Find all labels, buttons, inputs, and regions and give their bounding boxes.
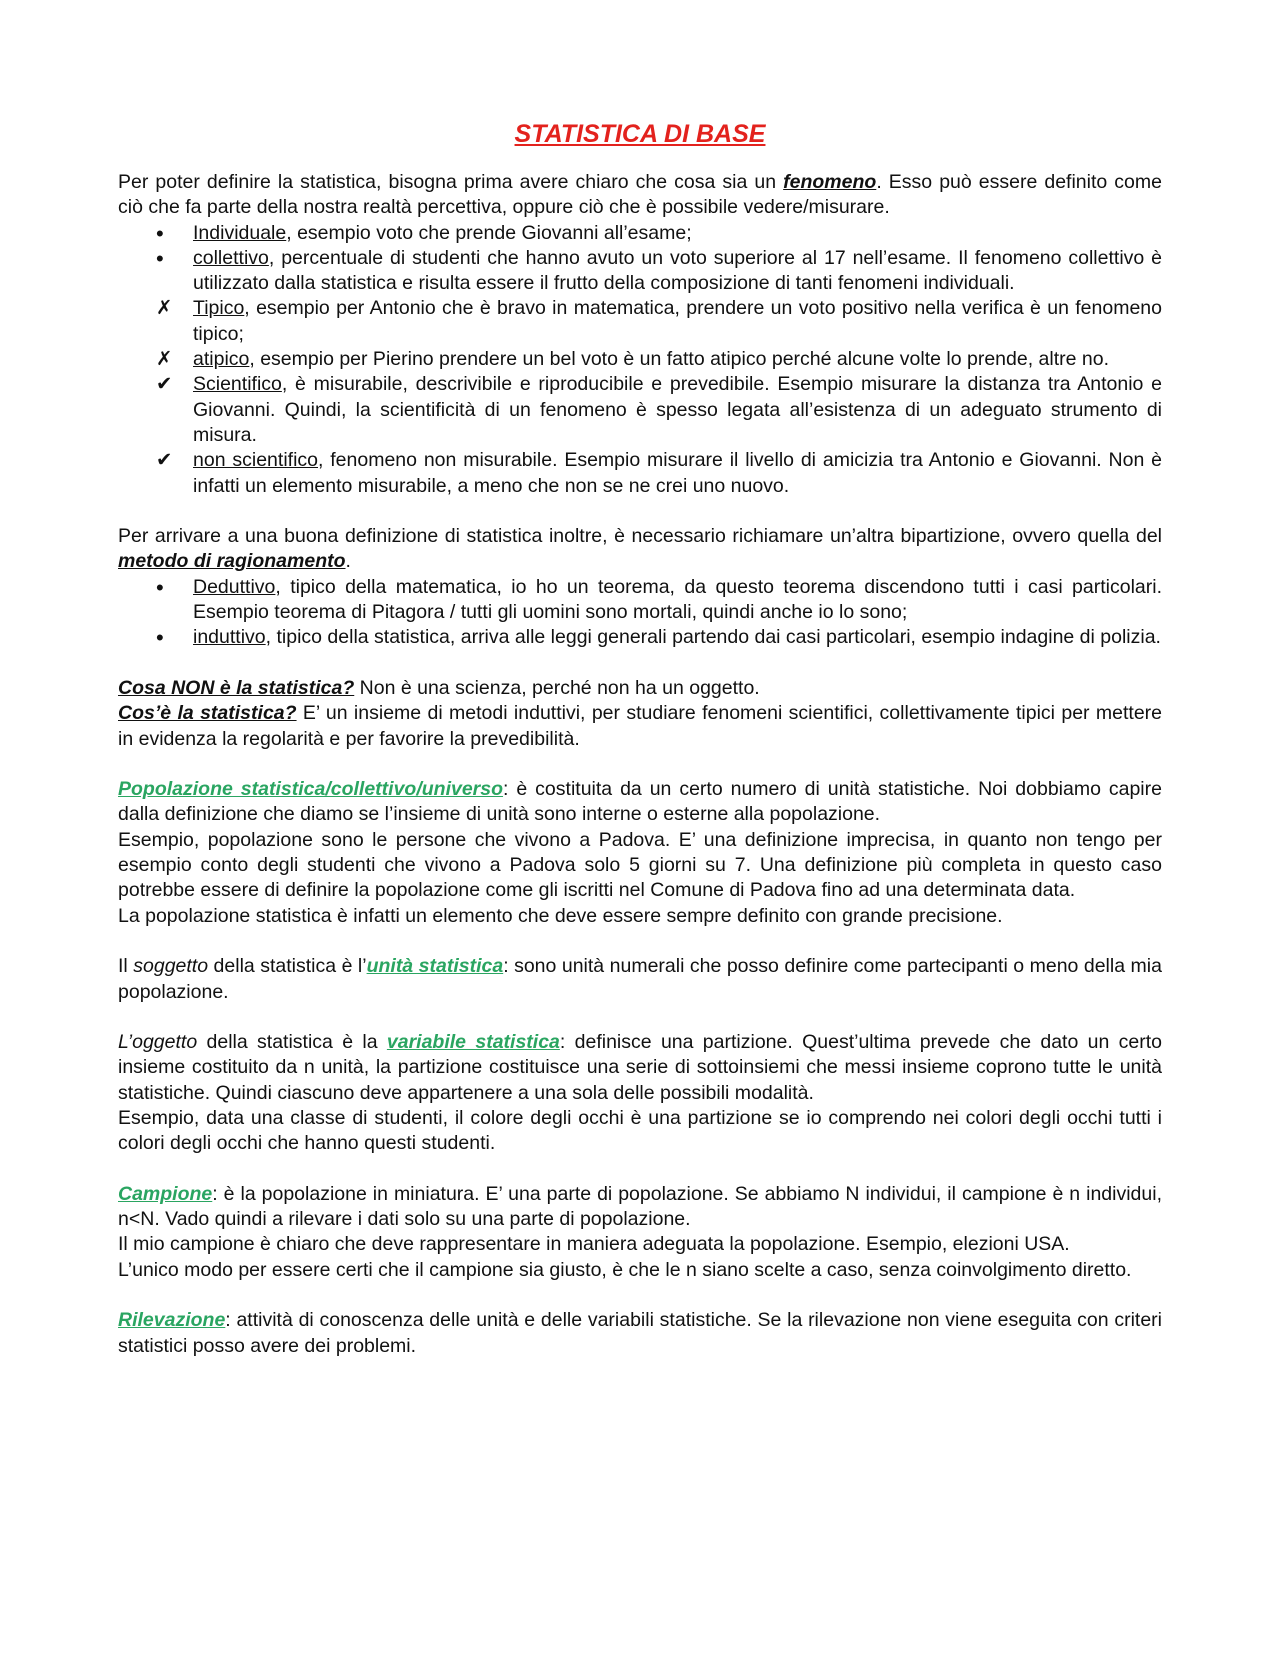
term-variabile: variabile statistica [386, 1031, 560, 1054]
unita-text: : sono unità numerali che posso definire come partecipanti o meno della mia popolazione. [118, 955, 1162, 1003]
check-icon: ✔ [156, 449, 173, 472]
list-item-text: , esempio voto che prende Giovanni all’esame; [286, 221, 692, 244]
word-soggetto: soggetto [133, 955, 209, 978]
list-item [118, 347, 1162, 372]
methods-list [118, 575, 1162, 651]
list-item-text: , percentuale di studenti che hanno avuto un voto superiore al 17 nell’esame. Il fenomeno collettivo è utilizzato dalla statistica e risulta essere il frutto della composizione di tanti fenomeni individuali. [193, 246, 1162, 295]
word-oggetto: L’oggetto [118, 1031, 198, 1054]
method-text-2: . [345, 550, 351, 573]
method-paragraph [118, 524, 1162, 575]
term-unita: unità statistica [366, 955, 504, 978]
popolazione-example: Esempio, popolazione sono le persone che vivono a Padova. E’ una definizione imprecisa, in quanto non tengo per esempio conto degli studenti che vivono a Padova solo 5 giorni su 7. Una definizione più completa in questo caso potrebbe essere di definire la popolazione come gli iscritti nel Comune di Padova fino ad una determinata data. [118, 828, 1162, 902]
method-text: Per arrivare a una buona definizione di statistica inoltre, è necessario richiamare un’altra bipartizione, ovvero quella del [118, 525, 1162, 548]
list-item-text: , tipico della matematica, io ho un teorema, da questo teorema discendono tutti i casi particolari. Esempio teorema di Pitagora / tutti gli uomini sono mortali, quindi anche io lo sono; [193, 575, 1162, 624]
list-item-term: Tipico [193, 297, 245, 320]
document-page [118, 118, 1162, 1359]
list-item-term: induttivo [193, 626, 266, 649]
question-cose: Cos’è la statistica? [118, 702, 297, 725]
popolazione-text: : è costituita da un certo numero di unità statistiche. Noi dobbiamo capire dalla definizione che diamo se l’insieme di unità sono interne o esterne alla popolazione. [118, 778, 1162, 826]
campione-text: : è la popolazione in miniatura. E’ una parte di popolazione. Se abbiamo N individui, il campione è n individui, n<N. Vado quindi a rilevare i dati solo su una parte di popolazione. [118, 1182, 1162, 1231]
intro-text: Per poter definire la statistica, bisogna prima avere chiaro che cosa sia un [118, 171, 784, 193]
spacer [118, 929, 1162, 954]
phenomena-list [118, 221, 1162, 499]
spacer [118, 1157, 1162, 1182]
term-fenomeno: fenomeno [783, 171, 877, 193]
variabile-text: : definisce una partizione. Quest’ultima prevede che dato un certo insieme costituito da n unità, la partizione costituisce una serie di sottoinsiemi che messi insieme coprono tutte le unità statistiche. Quindi ciascuno deve appartenere a una sola delle possibili modalità. [118, 1031, 1163, 1104]
unita-mid: della statistica è l’ [208, 955, 367, 978]
campione-paragraph [118, 1182, 1162, 1233]
answer-text: E’ un insieme di metodi induttivi, per studiare fenomeni scientifici, collettivamente tipici per mettere in evidenza la regolarità e per favorire la prevedibilità. [118, 702, 1163, 750]
popolazione-paragraph [118, 777, 1162, 828]
list-item-term: Scientifico [193, 373, 282, 396]
cross-icon: ✗ [156, 297, 173, 320]
variabile-paragraph [118, 1030, 1162, 1106]
list-item [118, 625, 1162, 650]
spacer [118, 651, 1162, 676]
list-item-text: , esempio per Pierino prendere un bel voto è un fatto atipico perché alcune volte lo prende, altre no. [249, 348, 1110, 371]
list-item-text: , esempio per Antonio che è bravo in matematica, prendere un voto positivo nella verifica è un fenomeno tipico; [193, 297, 1162, 345]
list-item [118, 221, 1162, 246]
intro-text-2: . Esso può essere definito come ciò che fa parte della nostra realtà percettiva, oppure ciò che è possibile vedere/misurare. [118, 171, 1162, 219]
list-item [118, 296, 1162, 347]
list-item [118, 372, 1162, 448]
popolazione-note: La popolazione statistica è infatti un elemento che deve essere sempre definito con grande precisione. [118, 904, 1003, 927]
spacer [118, 1005, 1162, 1030]
qa-paragraph-2 [118, 701, 1162, 752]
rilevazione-text: : attività di conoscenza delle unità e delle variabili statistiche. Se la rilevazione non viene eseguita con criteri statistici posso avere dei problemi. [118, 1309, 1162, 1357]
term-campione: Campione [118, 1182, 213, 1205]
unita-pre: Il [118, 955, 134, 978]
variabile-example: Esempio, data una classe di studenti, il colore degli occhi è una partizione se io comprendo nei colori degli occhi tutti i colori degli occhi che hanno questi studenti. [118, 1106, 1162, 1155]
term-rilevazione: Rilevazione [118, 1309, 226, 1332]
campione-note: Il mio campione è chiaro che deve rappresentare in maniera adeguata la popolazione. Esempio, elezioni USA. [118, 1233, 1070, 1256]
bullet-icon: • [156, 220, 164, 246]
bullet-icon: • [156, 245, 164, 271]
list-item-term: Deduttivo [193, 575, 276, 598]
list-item-text: , fenomeno non misurabile. Esempio misurare il livello di amicizia tra Antonio e Giovanni. Non è infatti un elemento misurabile, a meno che non se ne crei uno nuovo. [193, 449, 1162, 497]
question-cosa-non: Cosa NON è la statistica? [118, 676, 355, 699]
spacer [118, 1283, 1162, 1308]
list-item-text: , tipico della statistica, arriva alle leggi generali partendo dai casi particolari, esempio indagine di polizia. [265, 626, 1161, 649]
bullet-icon: • [156, 574, 164, 600]
spacer [118, 499, 1162, 524]
spacer [118, 752, 1162, 777]
list-item-term: non scientifico [193, 449, 318, 472]
check-icon: ✔ [156, 373, 173, 396]
rilevazione-paragraph [118, 1308, 1162, 1359]
term-popolazione: Popolazione statistica/collettivo/universo [118, 778, 504, 801]
answer-text: Non è una scienza, perché non ha un oggetto. [354, 676, 760, 699]
intro-paragraph [118, 170, 1162, 221]
variabile-mid: della statistica è la [197, 1031, 387, 1054]
unita-paragraph [118, 954, 1162, 1005]
document-title: STATISTICA DI BASE [514, 120, 766, 148]
list-item-term: atipico [193, 348, 250, 371]
qa-paragraph-1 [118, 676, 1162, 701]
term-metodo: metodo di ragionamento [118, 550, 346, 573]
list-item [118, 246, 1162, 297]
list-item [118, 448, 1162, 499]
campione-note-2: L’unico modo per essere certi che il campione sia giusto, è che le n siano scelte a caso, senza coinvolgimento diretto. [118, 1258, 1132, 1281]
list-item-text: , è misurabile, descrivibile e riproducibile e prevedibile. Esempio misurare la distanza tra Antonio e Giovanni. Quindi, la scientificità di un fenomeno è spesso legata all’esistenza di un adeguato strumento di misura. [193, 373, 1162, 446]
cross-icon: ✗ [156, 348, 173, 371]
list-item-term: collettivo [193, 246, 269, 269]
bullet-icon: • [156, 625, 164, 651]
list-item-term: Individuale [193, 221, 287, 244]
list-item [118, 575, 1162, 626]
